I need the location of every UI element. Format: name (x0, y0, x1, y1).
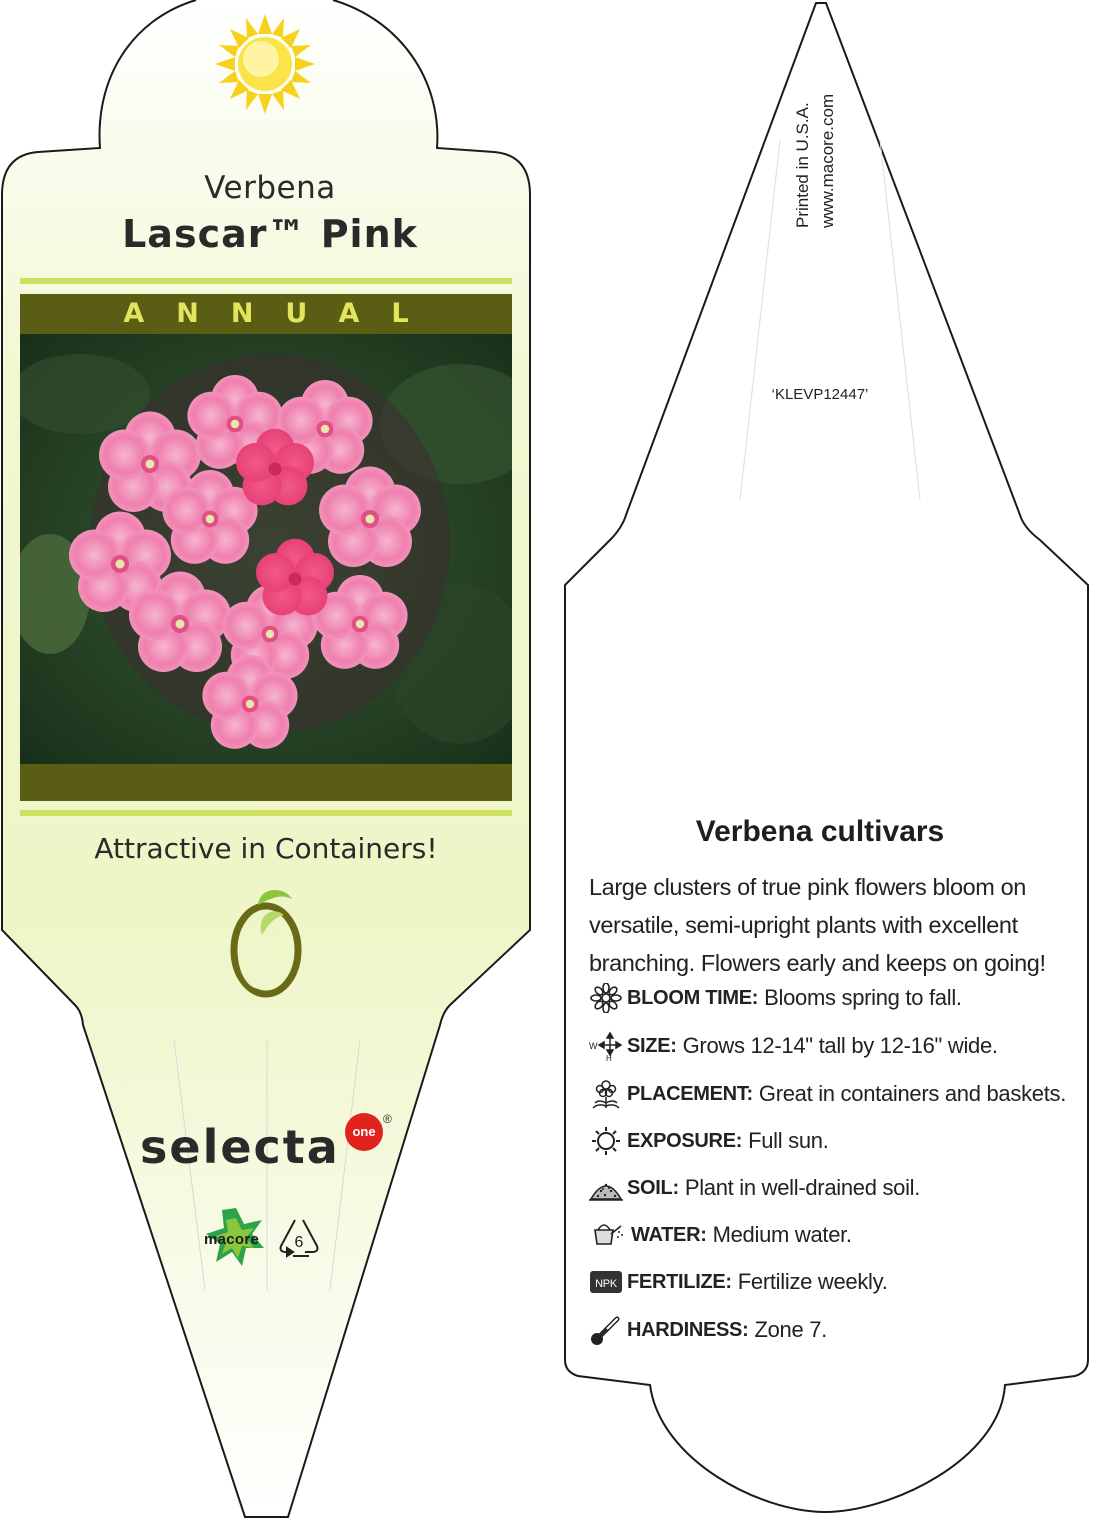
plant-type-label: ANNUAL (123, 298, 441, 329)
attribute-size (589, 1029, 1059, 1063)
brand-logo: selecta (140, 1120, 340, 1174)
bottom-rule (20, 810, 512, 816)
soil-icon (589, 1173, 623, 1203)
top-rule (20, 278, 512, 284)
attribute-soil (589, 1171, 1059, 1205)
sun-icon (215, 14, 315, 114)
attribute-water (589, 1218, 1059, 1252)
attribute-value: Plant in well-drained soil. (684, 1175, 921, 1200)
npk-icon (589, 1267, 623, 1297)
website-text: www.macore.com (818, 93, 837, 228)
back-heading: Verbena cultivars (695, 815, 945, 848)
attribute-value: Grows 12-14" tall by 12-16" wide. (682, 1033, 998, 1058)
attribute-value: Zone 7. (754, 1317, 827, 1342)
plant-cultivar: Lascar™ Pink (122, 212, 418, 256)
variety-code: ‘KLEVP12447’ (771, 386, 869, 403)
attribute-placement (589, 1077, 1067, 1111)
printer-logo: macore (204, 1231, 260, 1248)
attribute-fertilize (589, 1265, 1059, 1299)
size-icon-w: W (589, 1041, 598, 1051)
attribute-value: Full sun. (748, 1128, 829, 1153)
attribute-value: Great in containers and baskets. (758, 1081, 1067, 1106)
brand-registered-mark: ® (383, 1112, 392, 1126)
attribute-label: EXPOSURE: (627, 1129, 743, 1152)
tagline: Attractive in Containers! (94, 832, 438, 865)
flower-photo (20, 334, 512, 764)
printed-in-text: Printed in U.S.A. (793, 102, 812, 228)
attribute-label: SOIL: (627, 1176, 679, 1199)
size-arrows-icon (589, 1031, 623, 1061)
plant-genus: Verbena (204, 170, 336, 206)
thermometer-icon (589, 1315, 623, 1345)
attribute-label: SIZE: (627, 1034, 677, 1057)
attribute-label: FERTILIZE: (627, 1270, 732, 1293)
npk-text: NPK (595, 1278, 617, 1290)
attribute-bloom-time (589, 981, 1059, 1015)
attribute-value: Fertilize weekly. (737, 1269, 888, 1294)
placement-icon (589, 1079, 623, 1109)
sun-outline-icon (589, 1126, 623, 1156)
photo-bottom-band (20, 764, 512, 801)
watering-can-icon (589, 1220, 623, 1250)
attribute-hardiness (589, 1313, 1059, 1347)
size-icon-h: H (606, 1054, 612, 1061)
attribute-value: Blooms spring to fall. (764, 985, 962, 1010)
brand-badge: one (345, 1113, 383, 1151)
attribute-label: PLACEMENT: (627, 1082, 753, 1105)
plant-description: Large clusters of true pink flowers bloom on versatile, semi-upright plants with excellent branching. Flowers early and keeps on going! (589, 874, 1046, 976)
recycle-code: 6 (294, 1234, 304, 1251)
attribute-exposure (589, 1124, 1059, 1158)
flower-icon (589, 983, 623, 1013)
attribute-label: WATER: (631, 1223, 707, 1246)
attribute-value: Medium water. (712, 1222, 852, 1247)
attribute-label: BLOOM TIME: (627, 986, 759, 1009)
attribute-label: HARDINESS: (627, 1318, 749, 1341)
